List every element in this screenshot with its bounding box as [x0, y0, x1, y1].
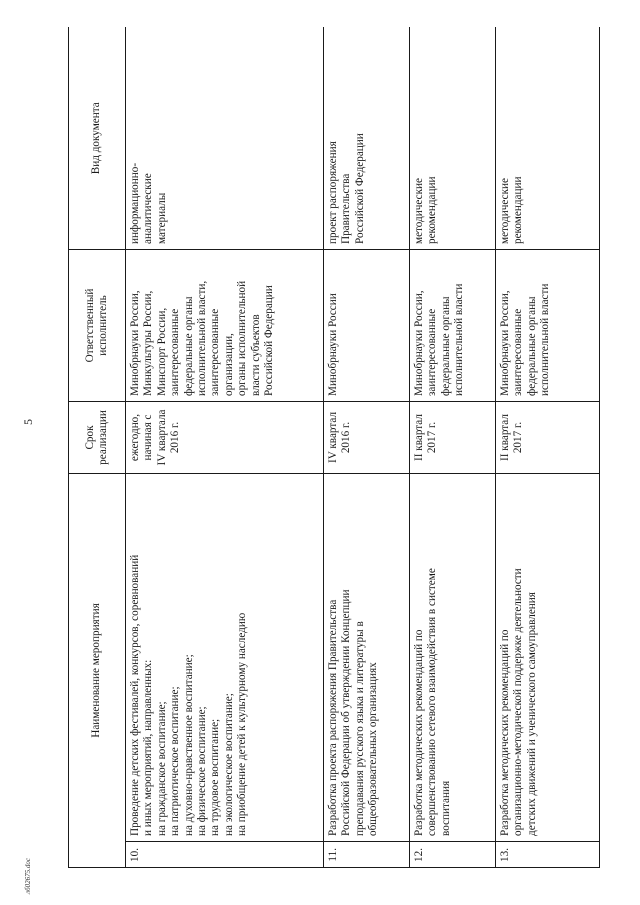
header-executor — [69, 250, 126, 402]
executor-line: организации, — [222, 333, 235, 396]
name-line: Проведение детских фестивалей, конкурсов, соревнований — [129, 554, 141, 836]
executor-line: федеральные органы — [525, 296, 538, 396]
doc-line: методические — [499, 178, 511, 244]
doc-line: рекомендации — [512, 176, 525, 244]
row-name — [126, 474, 324, 842]
executor-line: власти субъектов — [249, 314, 262, 396]
executor-line: органы исполнительной — [236, 280, 249, 396]
row-number: 12. — [410, 842, 496, 868]
doc-line: информационно- — [129, 162, 141, 244]
name-line: Российской Федерации об утверждении Концепции — [340, 589, 353, 836]
executor-line: Минобрнауки России — [327, 293, 339, 396]
name-line: на патриотическое воспитание; — [169, 686, 182, 836]
term-line: II квартал — [499, 414, 511, 461]
doc-line: материалы — [155, 192, 168, 244]
executor-line: заинтересованные — [169, 308, 182, 396]
row-doc — [126, 28, 324, 250]
doc-line: аналитические — [142, 173, 155, 244]
executor-line: заинтересованные — [209, 308, 222, 396]
name-line: преподавания русского языка и литературы в — [353, 621, 366, 836]
row-doc — [410, 28, 496, 250]
row-term — [324, 402, 410, 474]
name-line: на гражданское воспитание; — [155, 701, 168, 836]
name-line: общеобразовательных организациях — [367, 662, 380, 836]
name-line: детских движений и ученического самоуправления — [525, 592, 538, 836]
name-line: на духовно-нравственное воспитание; — [182, 654, 195, 836]
row-executor — [496, 250, 600, 402]
doc-line: рекомендации — [426, 176, 439, 244]
name-line: организационно-методической поддержке деятельности — [512, 568, 525, 836]
term-line: 2016 г. — [340, 421, 353, 454]
row-number: 13. — [496, 842, 600, 868]
name-line: воспитания — [439, 780, 452, 836]
row-term — [410, 402, 496, 474]
executor-line: Минобрнауки России, — [129, 290, 141, 396]
table-header-row — [69, 28, 126, 868]
doc-line: Правительства — [340, 173, 353, 244]
executor-line: исполнительной власти — [453, 283, 466, 396]
name-line: на трудовое воспитание; — [209, 718, 222, 836]
doc-line: проект распоряжения — [327, 141, 339, 244]
name-line: на приобщение детей к культурному наследию — [236, 612, 249, 836]
term-line: 2017 г. — [512, 421, 525, 454]
term-line: начиная с — [142, 414, 155, 461]
executor-line: Минобрнауки России, — [499, 290, 511, 396]
row-executor — [324, 250, 410, 402]
term-line: 2016 г. — [169, 421, 182, 454]
row-name — [496, 474, 600, 842]
page-number: 5 — [21, 419, 35, 425]
executor-line: исполнительной власти, — [196, 280, 209, 396]
doc-line: Российской Федерации — [353, 133, 366, 244]
name-line: Разработка проекта распоряжения Правительства — [327, 599, 339, 836]
row-number: 10. — [126, 842, 324, 868]
plan-table — [68, 28, 600, 869]
term-line: 2017 г. — [426, 421, 439, 454]
row-executor — [126, 250, 324, 402]
header-term — [69, 402, 126, 474]
header-executor-line: исполнитель — [97, 295, 109, 356]
name-line: и иных мероприятий, направленных: — [142, 659, 155, 836]
term-line: ежегодно, — [129, 413, 141, 462]
row-executor — [410, 250, 496, 402]
row-name — [410, 474, 496, 842]
executor-line: заинтересованные — [512, 308, 525, 396]
table-row — [410, 28, 496, 868]
executor-line: заинтересованные — [426, 308, 439, 396]
name-line: на экологическое воспитание; — [222, 693, 235, 836]
header-term-line: реализации — [97, 410, 109, 465]
row-doc — [324, 28, 410, 250]
executor-line: Российской Федерации — [263, 285, 276, 396]
header-executor-line: Ответственный — [83, 288, 96, 363]
header-doc: Вид документа — [69, 28, 126, 250]
footer-filename: лб02675.doc — [24, 857, 32, 894]
landscape-table-sheet — [68, 28, 608, 868]
executor-line: федеральные органы — [182, 296, 195, 396]
row-number: 11. — [324, 842, 410, 868]
name-line: Разработка методических рекомендаций по — [413, 629, 425, 836]
term-line: IV квартала — [155, 409, 168, 466]
executor-line: Минобрнауки России, — [413, 290, 425, 396]
doc-line: методические — [413, 178, 425, 244]
executor-line: Минспорт России, — [155, 307, 168, 396]
row-name — [324, 474, 410, 842]
row-term — [496, 402, 600, 474]
row-term — [126, 402, 324, 474]
name-line: Разработка методических рекомендаций по — [499, 629, 511, 836]
header-term-line: Срок — [83, 425, 96, 450]
name-line: совершенствованию сетевого взаимодействия в системе — [426, 568, 439, 836]
executor-line: исполнительной власти — [539, 283, 552, 396]
term-line: IV квартал — [327, 411, 339, 464]
executor-line: федеральные органы — [439, 296, 452, 396]
executor-line: Минкультуры России, — [142, 290, 155, 396]
header-name: Наименование мероприятия — [69, 474, 126, 868]
term-line: II квартал — [413, 414, 425, 461]
row-doc — [496, 28, 600, 250]
table-row — [324, 28, 410, 868]
name-line: на физическое воспитание; — [196, 706, 209, 836]
table-row — [126, 28, 324, 868]
table-row — [496, 28, 600, 868]
